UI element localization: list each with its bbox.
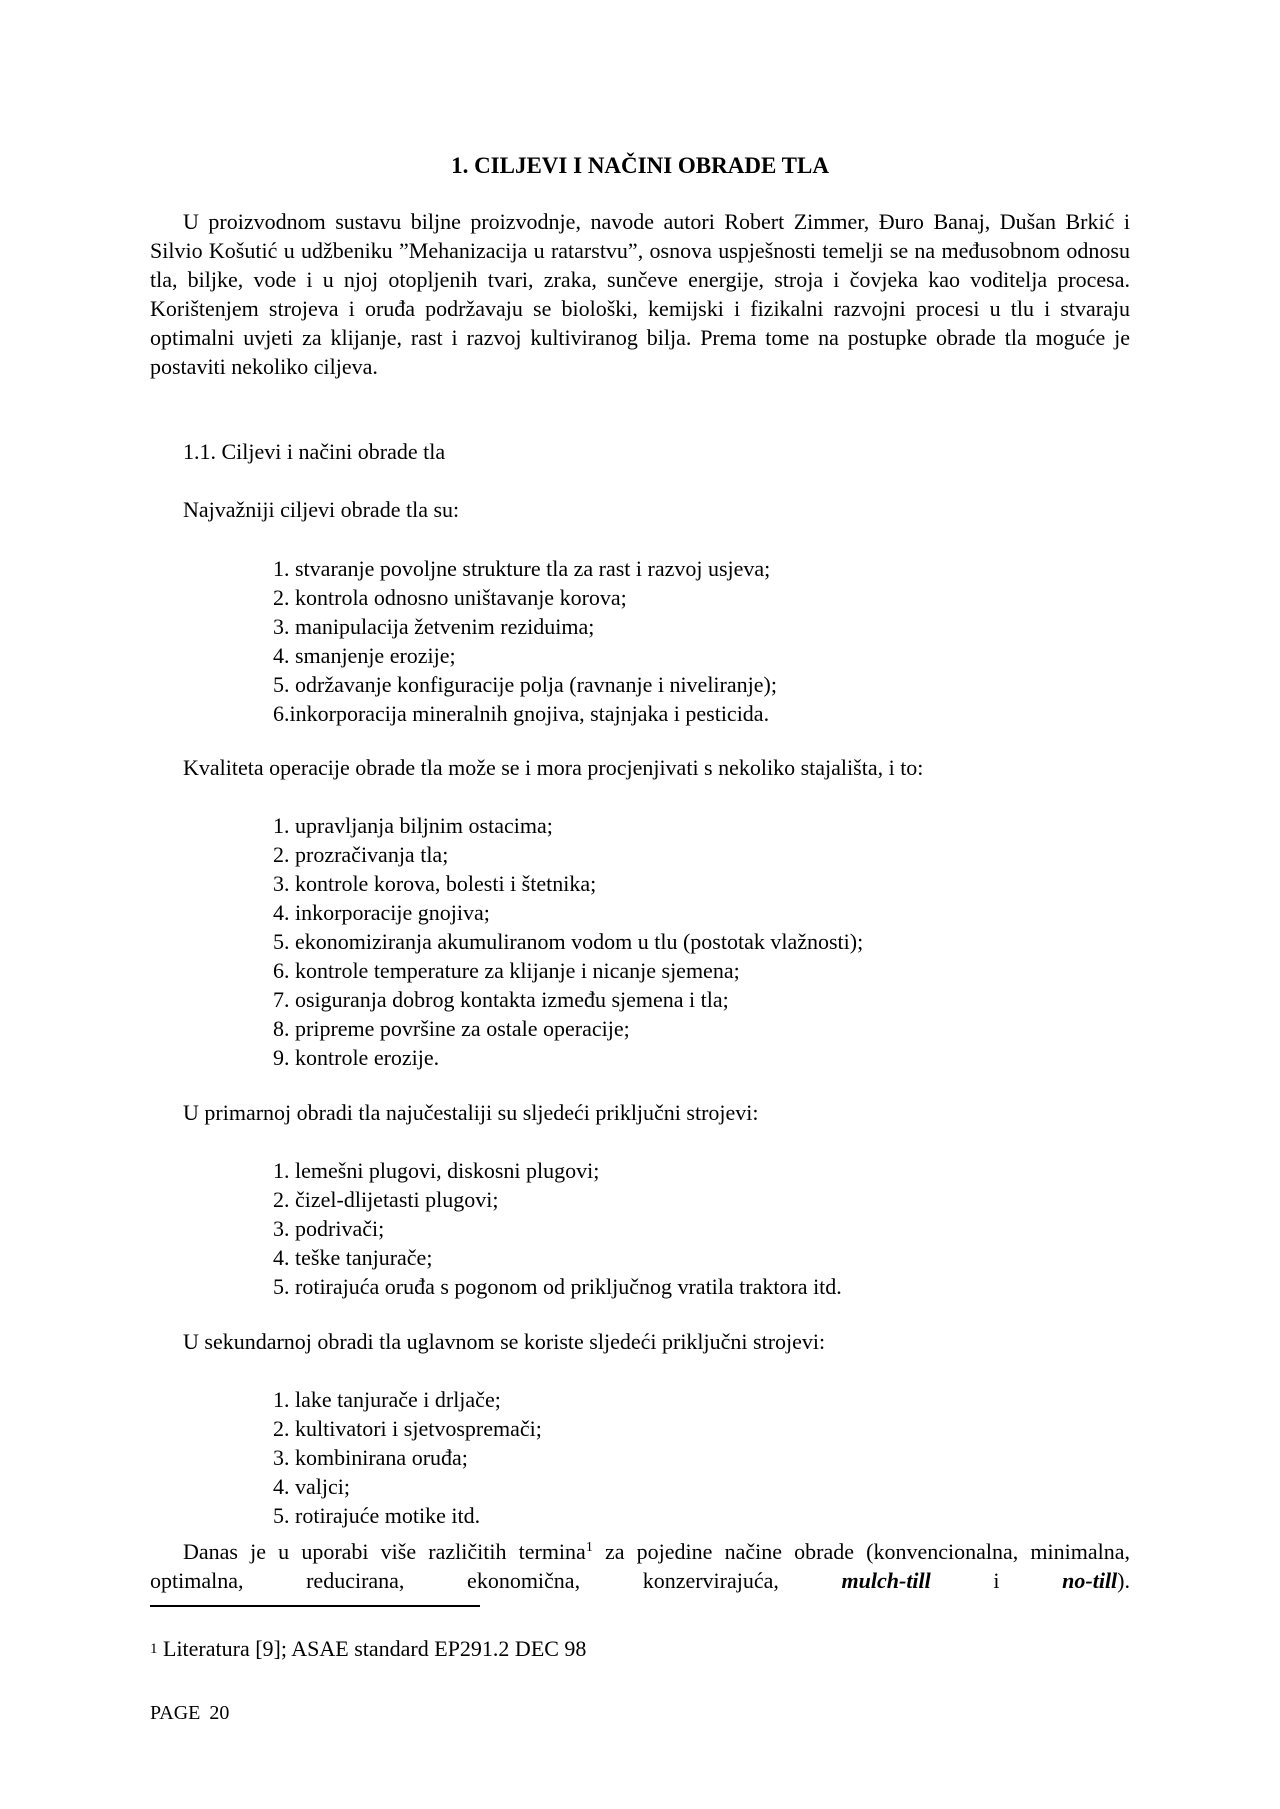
list-item: 5. ekonomiziranja akumuliranom vodom u tlu (postotak vlažnosti); — [273, 929, 864, 954]
list-item: 7. osiguranja dobrog kontakta između sjemena i tla; — [273, 987, 729, 1012]
list-item: 1. lemešni plugovi, diskosni plugovi; — [273, 1158, 600, 1183]
closing-connector: i — [930, 1568, 1063, 1593]
list-item: 2. kultivatori i sjetvospremači; — [273, 1416, 542, 1441]
list-item: 4. teške tanjurače; — [273, 1245, 433, 1270]
page-number: PAGE 20 — [150, 1702, 230, 1724]
footnote-text: Literatura [9]; ASAE standard EP291.2 DEC 98 — [157, 1636, 587, 1661]
goals-intro: Najvažniji ciljevi obrade tla su: — [183, 497, 460, 522]
secondary-intro: U sekundarnoj obradi tla uglavnom se koriste sljedeći priključni strojevi: — [183, 1329, 826, 1354]
list-item: 5. rotirajuće motike itd. — [273, 1503, 481, 1528]
list-item: 4. smanjenje erozije; — [273, 643, 456, 668]
list-item: 3. kontrole korova, bolesti i štetnika; — [273, 871, 597, 896]
list-item: 3. podrivači; — [273, 1216, 385, 1241]
goals-list — [273, 554, 777, 728]
list-item: 6. kontrole temperature za klijanje i nicanje sjemena; — [273, 958, 740, 983]
quality-list — [273, 811, 863, 1072]
footnote-separator — [150, 1605, 480, 1607]
footnote — [150, 1634, 586, 1663]
intro-paragraph: U proizvodnom sustavu biljne proizvodnje, navode autori Robert Zimmer, Đuro Banaj, Dušan Brkić i Silvio Košutić u udžbeniku ”Mehanizacija u ratarstvu”, osnova uspješnosti temelji se na međusobnom odnosu tla, biljke, vode i u njoj otopljenih tvari, zraka, sunčeve energije, stroja i čovjeka kao voditelja procesa. Korištenjem strojeva i oruđa podržavaju se biološki, kemijski i fizikalni razvojni procesi u tlu i stvaraju optimalni uvjeti za klijanje, rast i razvoj kultiviranog bilja. Prema tome na postupke obrade tla moguće je postaviti nekoliko ciljeva. — [150, 209, 1130, 379]
secondary-list — [273, 1385, 542, 1530]
footnote-mark: 1 — [150, 1641, 158, 1657]
document-page — [150, 0, 1130, 1809]
term-mulch-till: mulch-till — [841, 1568, 931, 1593]
list-item: 1. stvaranje povoljne strukture tla za rast i razvoj usjeva; — [273, 556, 771, 581]
list-item: 8. pripreme površine za ostale operacije; — [273, 1016, 630, 1041]
closing-paragraph — [150, 1537, 1130, 1595]
list-item: 2. kontrola odnosno uništavanje korova; — [273, 585, 627, 610]
list-item: 1. lake tanjurače i drljače; — [273, 1387, 501, 1412]
list-item: 9. kontrole erozije. — [273, 1045, 440, 1070]
term-no-till: no-till — [1062, 1568, 1118, 1593]
list-item: 5. održavanje konfiguracije polja (ravnanje i niveliranje); — [273, 672, 777, 697]
primary-intro: U primarnoj obradi tla najučestaliji su sljedeći priključni strojevi: — [183, 1100, 759, 1125]
primary-list — [273, 1156, 842, 1301]
chapter-title: 1. CILJEVI I NAČINI OBRADE TLA — [451, 153, 829, 178]
list-item: 2. prozračivanja tla; — [273, 842, 449, 867]
section-subheading: 1.1. Ciljevi i načini obrade tla — [183, 439, 446, 464]
list-item: 5. rotirajuća oruđa s pogonom od priključnog vratila traktora itd. — [273, 1274, 842, 1299]
quality-intro: Kvaliteta operacije obrade tla može se i mora procjenjivati s nekoliko stajališta, i to: — [183, 755, 924, 780]
list-item: 3. kombinirana oruđa; — [273, 1445, 468, 1470]
closing-text-1: Danas je u uporabi više različitih termina — [183, 1539, 586, 1564]
list-item: 1. upravljanja biljnim ostacima; — [273, 813, 553, 838]
list-item: 4. valjci; — [273, 1474, 350, 1499]
list-item: 4. inkorporacije gnojiva; — [273, 900, 490, 925]
list-item: 3. manipulacija žetvenim reziduima; — [273, 614, 595, 639]
closing-text-2: za pojedine načine obrade (konvencionalna, minimalna, optimalna, reducirana, ekonomična, konzervirajuća, — [150, 1539, 1130, 1593]
closing-end: ). — [1117, 1568, 1130, 1593]
footnote-reference: 1 — [585, 1540, 593, 1555]
list-item: 2. čizel-dlijetasti plugovi; — [273, 1187, 499, 1212]
list-item: 6.inkorporacija mineralnih gnojiva, stajnjaka i pesticida. — [273, 701, 770, 726]
